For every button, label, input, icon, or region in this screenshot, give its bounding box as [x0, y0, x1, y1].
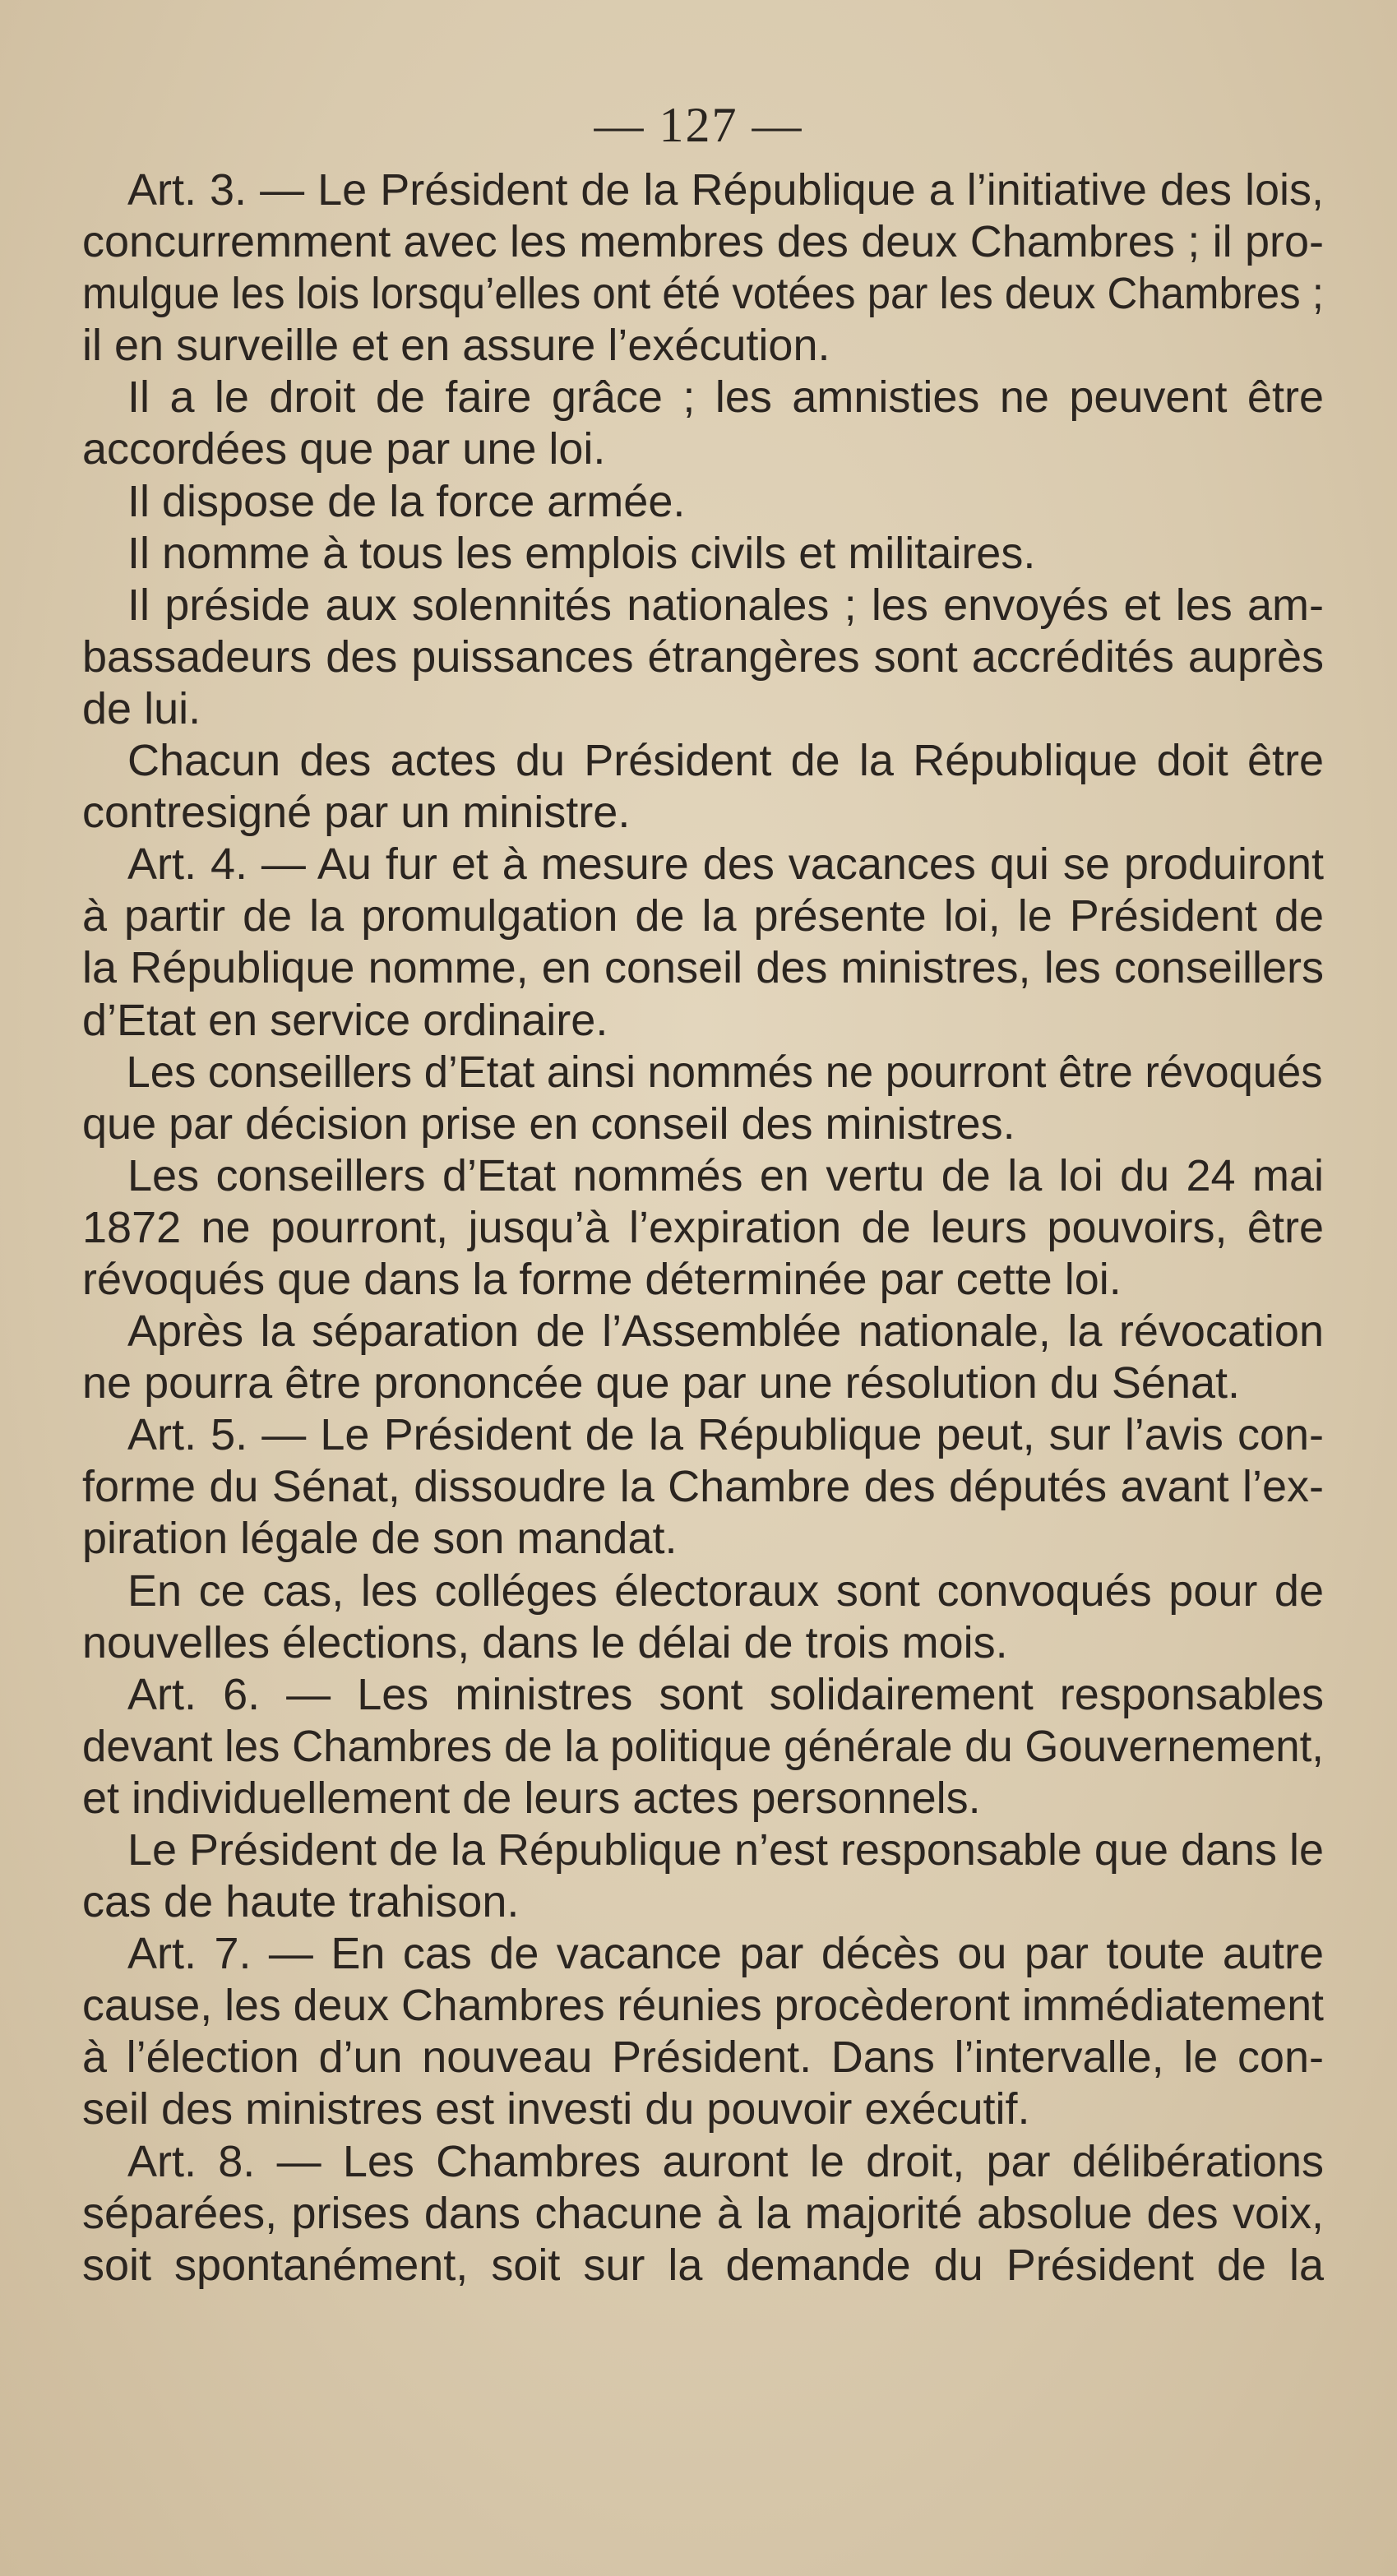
text-line: accordées que par une loi.	[82, 424, 606, 474]
text-line: Chacun des actes du Président de la République doit être	[127, 736, 1324, 786]
text-line: que par décision prise en conseil des ministres.	[82, 1098, 1015, 1149]
text-line: il en surveille et en assure l’exécution.	[82, 321, 830, 371]
text-line: Il nomme à tous les emplois civils et militaires.	[127, 528, 1036, 578]
paragraph	[82, 839, 1324, 1046]
text-line: Art. 3. — Le Président de la République a l’initiative des lois,	[127, 165, 1324, 215]
constitutional-law-text	[82, 164, 1324, 2292]
paragraph	[82, 1409, 1324, 1565]
text-line: d’Etat en service ordinaire.	[82, 995, 608, 1045]
page-number: — 127 —	[594, 98, 803, 152]
text-line: Art. 5. — Le Président de la République peut, sur l’avis con-	[127, 1410, 1324, 1460]
text-line: Le Président de la République n’est responsable que dans le	[127, 1825, 1324, 1875]
text-line: bassadeurs des puissances étrangères sont accrédités auprès	[82, 631, 1324, 682]
text-line: En ce cas, les colléges électoraux sont convoqués pour de	[127, 1565, 1324, 1616]
text-line: révoqués que dans la forme déterminée par cette loi.	[82, 1254, 1122, 1304]
text-line: Il a le droit de faire grâce ; les amnisties ne peuvent être	[127, 372, 1324, 423]
paragraph	[82, 1824, 1324, 1928]
text-line: concurremment avec les membres des deux Chambres ; il pro-	[82, 217, 1324, 267]
text-line: piration légale de son mandat.	[82, 1514, 678, 1564]
text-line: Les conseillers d’Etat ainsi nommés ne pourront être révoqués	[126, 1047, 1323, 1097]
text-line: ne pourra être prononcée que par une résolution du Sénat.	[82, 1358, 1241, 1408]
text-line: séparées, prises dans chacune à la majorité absolue des voix,	[82, 2188, 1324, 2238]
text-line: Art. 6. — Les ministres sont solidairement responsables	[127, 1669, 1324, 1719]
text-line: cause, les deux Chambres réunies procèderont immédiatement	[82, 1981, 1324, 2031]
text-line: mulgue les lois lorsqu’elles ont été votées par les deux Chambres ;	[82, 269, 1324, 319]
paragraph	[82, 2136, 1324, 2292]
text-line: Il préside aux solennités nationales ; les envoyés et les am-	[127, 580, 1324, 630]
text-line: Art. 4. — Au fur et à mesure des vacances qui se produiront	[127, 839, 1324, 890]
paragraph	[82, 1047, 1324, 1150]
paragraph	[82, 1669, 1324, 1824]
text-line: et individuellement de leurs actes personnels.	[82, 1773, 981, 1823]
text-line: contresigné par un ministre.	[82, 788, 631, 838]
text-line: Les conseillers d’Etat nommés en vertu de la loi du 24 mai	[127, 1150, 1324, 1200]
text-line: forme du Sénat, dissoudre la Chambre des députés avant l’ex-	[82, 1462, 1324, 1512]
text-line: Art. 8. — Les Chambres auront le droit, par délibérations	[127, 2136, 1324, 2186]
paragraph	[82, 1928, 1324, 2135]
text-line: à partir de la promulgation de la présente loi, le Président de	[82, 891, 1324, 941]
paragraph	[82, 1150, 1324, 1306]
text-line: seil des ministres est investi du pouvoir exécutif.	[82, 2084, 1030, 2134]
text-line: Il dispose de la force armée.	[127, 476, 686, 526]
text-line: soit spontanément, soit sur la demande du Président de la	[82, 2240, 1324, 2290]
paragraph	[82, 580, 1324, 735]
paragraph	[82, 528, 1324, 580]
paragraph	[82, 735, 1324, 839]
paragraph	[82, 372, 1324, 475]
text-line: de lui.	[82, 683, 201, 733]
paragraph	[82, 164, 1324, 372]
paragraph	[82, 1565, 1324, 1669]
text-line: nouvelles élections, dans le délai de trois mois.	[82, 1617, 1008, 1667]
text-line: Après la séparation de l’Assemblée nationale, la révocation	[127, 1306, 1324, 1357]
text-line: la République nomme, en conseil des ministres, les conseillers	[82, 943, 1324, 993]
text-line: devant les Chambres de la politique générale du Gouvernement,	[82, 1721, 1324, 1771]
text-line: cas de haute trahison.	[82, 1877, 520, 1927]
text-line: à l’élection d’un nouveau Président. Dans l’intervalle, le con-	[82, 2033, 1324, 2083]
text-line: 1872 ne pourront, jusqu’à l’expiration de leurs pouvoirs, être	[82, 1202, 1324, 1252]
text-line: Art. 7. — En cas de vacance par décès ou par toute autre	[127, 1929, 1324, 1979]
paragraph	[82, 1306, 1324, 1409]
paragraph	[82, 476, 1324, 528]
